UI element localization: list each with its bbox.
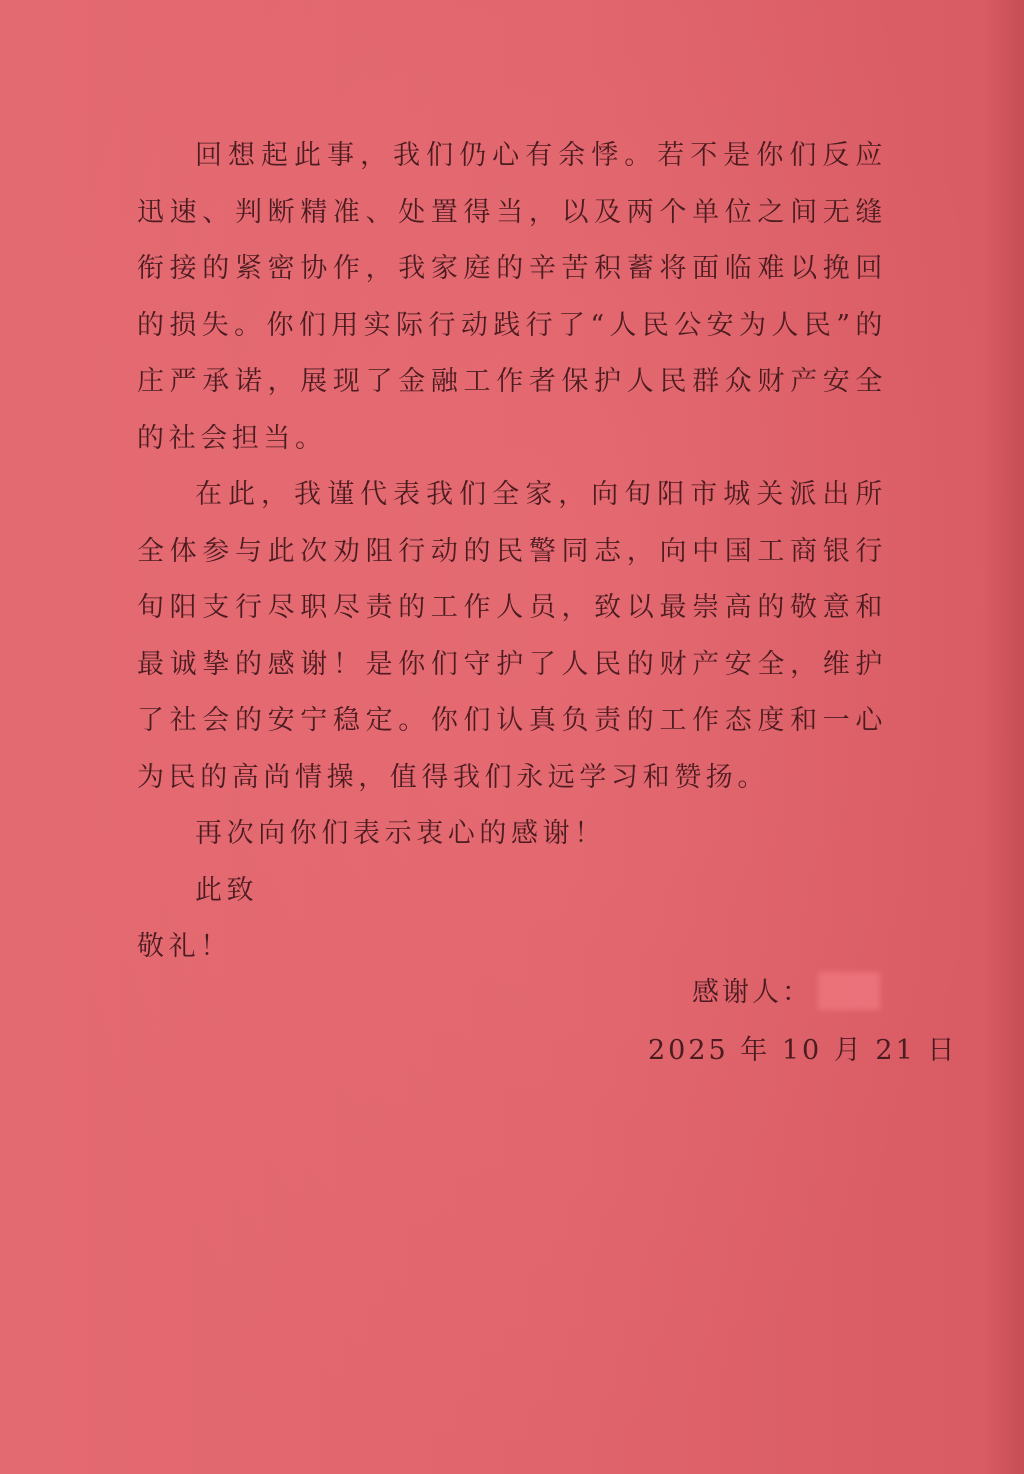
redacted-signer-name: [818, 972, 880, 1010]
page-edge-shadow: [984, 0, 1024, 1474]
paragraph-gratitude: 在此，我谨代表我们全家，向旬阳市城关派出所全体参与此次劝阻行动的民警同志，向中国工商银行旬阳支行尽职尽责的工作人员，致以最崇高的敬意和最诚挚的感谢！是你们守护了人民的财产安全，维护了社会的安宁稳定。你们认真负责的工作态度和一心为民的高尚情操，值得我们永远学习和赞扬。: [137, 479, 887, 793]
letter-date: 2025 年 10 月 21 日: [648, 1035, 958, 1066]
salutation: 敬礼！: [137, 931, 232, 962]
closing-phrase: 此致: [195, 874, 259, 906]
letter-body: [137, 128, 887, 976]
paragraph-reflection: 回想起此事，我们仍心有余悸。若不是你们反应迅速、判断精准、处置得当，以及两个单位之间无缝衔接的紧密协作，我家庭的辛苦积蓄将面临难以挽回的损失。你们用实际行动践行了“人民公安为人民”的庄严承诺，展现了金融工作者保护人民群众财产安全的社会担当。: [137, 140, 887, 454]
paragraph-thanks-again: 再次向你们表示衷心的感谢！: [195, 818, 606, 849]
signer-label: 感谢人：: [692, 977, 812, 1008]
